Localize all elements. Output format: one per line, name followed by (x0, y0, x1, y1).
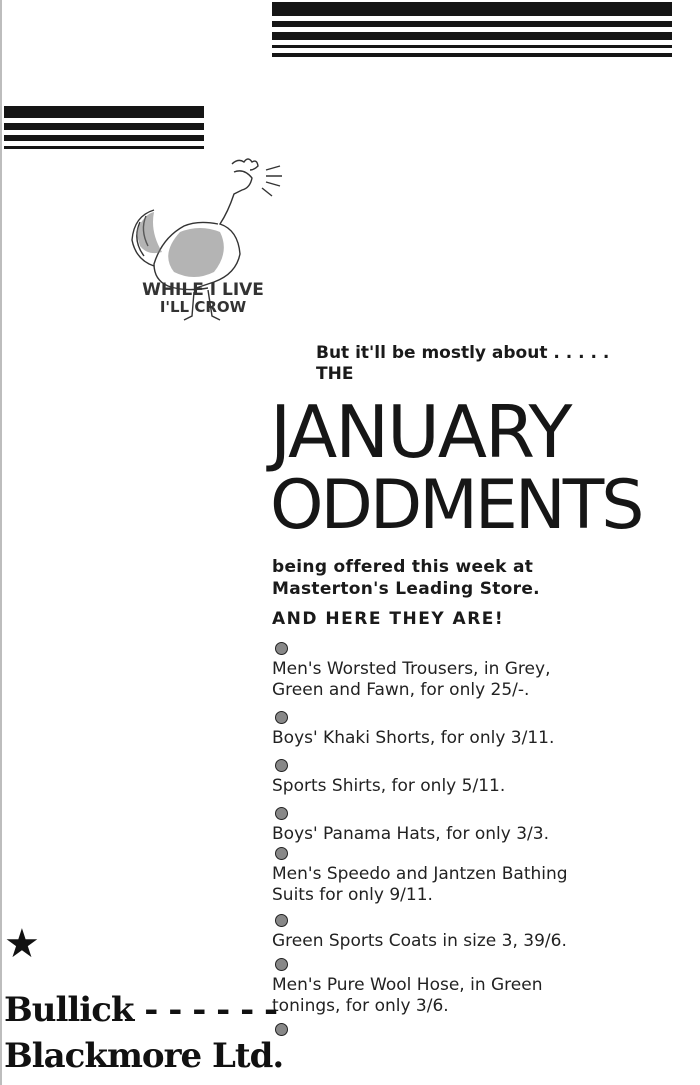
star-icon: ★ (4, 921, 40, 967)
decorative-bar (4, 123, 204, 130)
item-text: Boys' Panama Hats, for only 3/3. (272, 824, 549, 844)
headline-january: JANUARY (270, 390, 571, 474)
headline-oddments: ODDMENTS (270, 466, 642, 545)
item-text: Boys' Khaki Shorts, for only 3/11. (272, 728, 555, 748)
list-item (272, 642, 602, 701)
decorative-bar (272, 32, 672, 40)
bullet-icon (275, 807, 288, 820)
list-item (272, 759, 602, 797)
list-item (272, 958, 602, 1017)
subheading-line2: Masterton's Leading Store. (272, 579, 540, 599)
list-item (272, 847, 602, 906)
rooster-caption-line1: WHILE I LIVE (142, 280, 264, 300)
item-text: Men's Worsted Trousers, in Grey, Green and Fawn, for only 25/-. (272, 659, 551, 700)
item-text: Green Sports Coats in size 3, 39/6. (272, 931, 567, 951)
subheading (272, 556, 540, 630)
intro-text (316, 343, 609, 385)
list-item (272, 914, 602, 952)
decorative-bar (4, 106, 204, 118)
decorative-bar (272, 45, 672, 48)
bullet-icon (275, 759, 288, 772)
bullet-icon (275, 642, 288, 655)
rooster-caption (128, 282, 278, 316)
oddments-list (272, 640, 602, 1040)
intro-line1: But it'll be mostly about . . . . . (316, 343, 610, 363)
bullet-icon (275, 711, 288, 724)
item-text: Men's Speedo and Jantzen Bathing Suits for only 9/11. (272, 864, 568, 905)
header-bars-left (4, 106, 204, 154)
item-text: Sports Shirts, for only 5/11. (272, 776, 506, 796)
subheading-line3: AND HERE THEY ARE! (272, 609, 505, 629)
decorative-bar (4, 146, 204, 149)
bullet-icon (275, 914, 288, 927)
decorative-bar (272, 2, 672, 16)
list-item (272, 807, 602, 845)
intro-line2: THE (316, 364, 354, 384)
rooster-caption-line2: I'LL CROW (159, 298, 247, 316)
subheading-line1: being offered this week at (272, 557, 534, 577)
list-item (272, 711, 602, 749)
decorative-bar (272, 21, 672, 27)
item-text: Men's Pure Wool Hose, in Green tonings, for only 3/6. (272, 975, 543, 1016)
page-edge-rule (0, 0, 2, 1085)
bullet-icon (275, 847, 288, 860)
bullet-icon (275, 958, 288, 971)
decorative-bar (272, 53, 672, 57)
header-bars-top (272, 2, 672, 62)
decorative-bar (4, 135, 204, 141)
store-name-line2: Blackmore Ltd. (4, 1036, 284, 1076)
store-name-line1: Bullick - - - - - - (4, 990, 278, 1030)
